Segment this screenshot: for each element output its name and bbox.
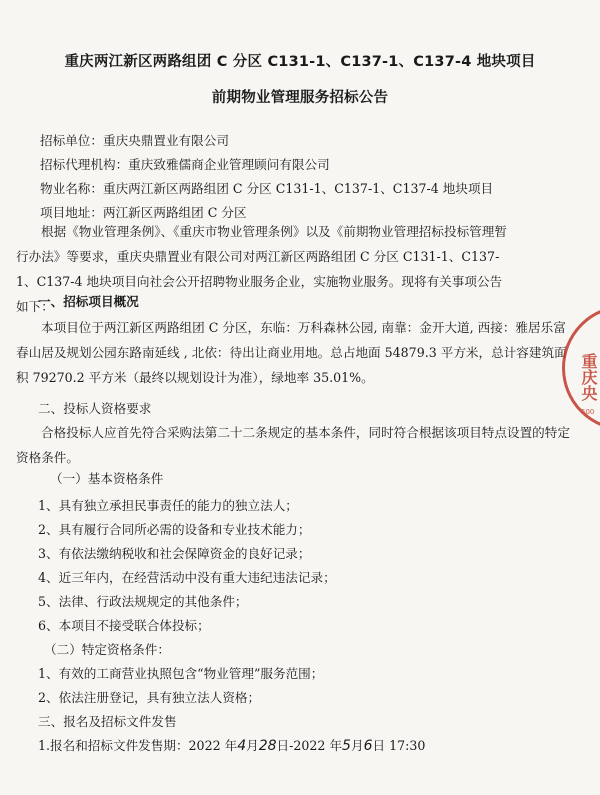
basic-item-1: 1、具有独立承担民事责任的能力的独立法人； (38, 498, 298, 513)
section1-heading: 一、招标项目概况 (38, 294, 139, 309)
basic-item-6: 6、本项目不接受联合体投标； (38, 618, 210, 633)
basic-item-5: 5、法律、行政法规规定的其他条件； (38, 594, 248, 609)
signup-period (38, 737, 425, 755)
basic-conditions-heading: （一）基本资格条件 (50, 471, 164, 486)
info-bidder: 招标单位：重庆央鼎置业有限公司 (40, 133, 229, 148)
handwritten-month-2: 5 (342, 738, 351, 754)
title-line-2: 前期物业管理服务招标公告 (211, 90, 389, 106)
intro-paragraph: 根据《物业管理条例》、《重庆市物业管理条例》以及《前期物业管理招标投标管理暂行办法》等要求，重庆央鼎置业有限公司对两江新区两路组团 C 分区 C131-1、C137-1、C137-4 地块项目向社会公开招聘物业服务企业，实施物业服务。现将有关事项公告如下： (16, 224, 507, 314)
specific-item-1: 1、有效的工商营业执照包含“物业管理”服务范围； (38, 666, 324, 681)
signup-period-suffix: 日 17:30 (372, 738, 426, 753)
handwritten-day-1: 28 (258, 738, 277, 754)
info-address: 项目地址：两江新区两路组团 C 分区 (40, 205, 247, 220)
info-agency: 招标代理机构：重庆致雅儒商企业管理顾问有限公司 (40, 157, 330, 172)
signup-period-range: 日-2022 年 (276, 738, 343, 753)
basic-item-3: 3、有依法缴纳税收和社会保障资金的良好记录； (38, 546, 311, 561)
basic-item-2: 2、具有履行合同所必需的设备和专业技术能力； (38, 522, 311, 537)
section3-heading: 三、报名及招标文件发售 (38, 714, 177, 729)
signup-period-prefix: 1.报名和招标文件发售期：2022 年 (38, 738, 238, 753)
handwritten-month-1: 4 (237, 738, 247, 754)
specific-item-2: 2、依法注册登记，具有独立法人资格； (38, 690, 261, 705)
section2-body: 合格投标人应首先符合采购法第二十二条规定的基本条件，同时符合根据该项目特点设置的特定资格条件。 (16, 425, 570, 465)
specific-conditions-heading: （二）特定资格条件： (44, 642, 170, 657)
stamp-number: 500 (581, 408, 595, 416)
title-line-1: 重庆两江新区两路组团 C 分区 C131-1、C137-1、C137-4 地块项目 (64, 54, 536, 70)
basic-item-4: 4、近三年内，在经营活动中没有重大违纪违法记录； (38, 570, 336, 585)
signup-period-month-unit-1: 月 (246, 738, 259, 753)
section1-body: 本项目位于两江新区两路组团 C 分区，东临：万科森林公园, 南靠：金开大道, 西接：雅居乐富春山居及规划公园东路南延线 , 北依：待出让商业用地。总占地面 54879.3 平方米，总计容建筑面积 79270.2 平方米（最终以规划设计为准），绿地率 35.01%。 (16, 320, 567, 385)
stamp-text: 重庆央 (579, 353, 598, 401)
handwritten-day-2: 6 (363, 738, 373, 754)
section2-heading: 二、投标人资格要求 (38, 401, 152, 416)
info-property-name: 物业名称：重庆两江新区两路组团 C 分区 C131-1、C137-1、C137-4 地块项目 (40, 181, 494, 196)
signup-period-month-unit-2: 月 (350, 738, 364, 753)
